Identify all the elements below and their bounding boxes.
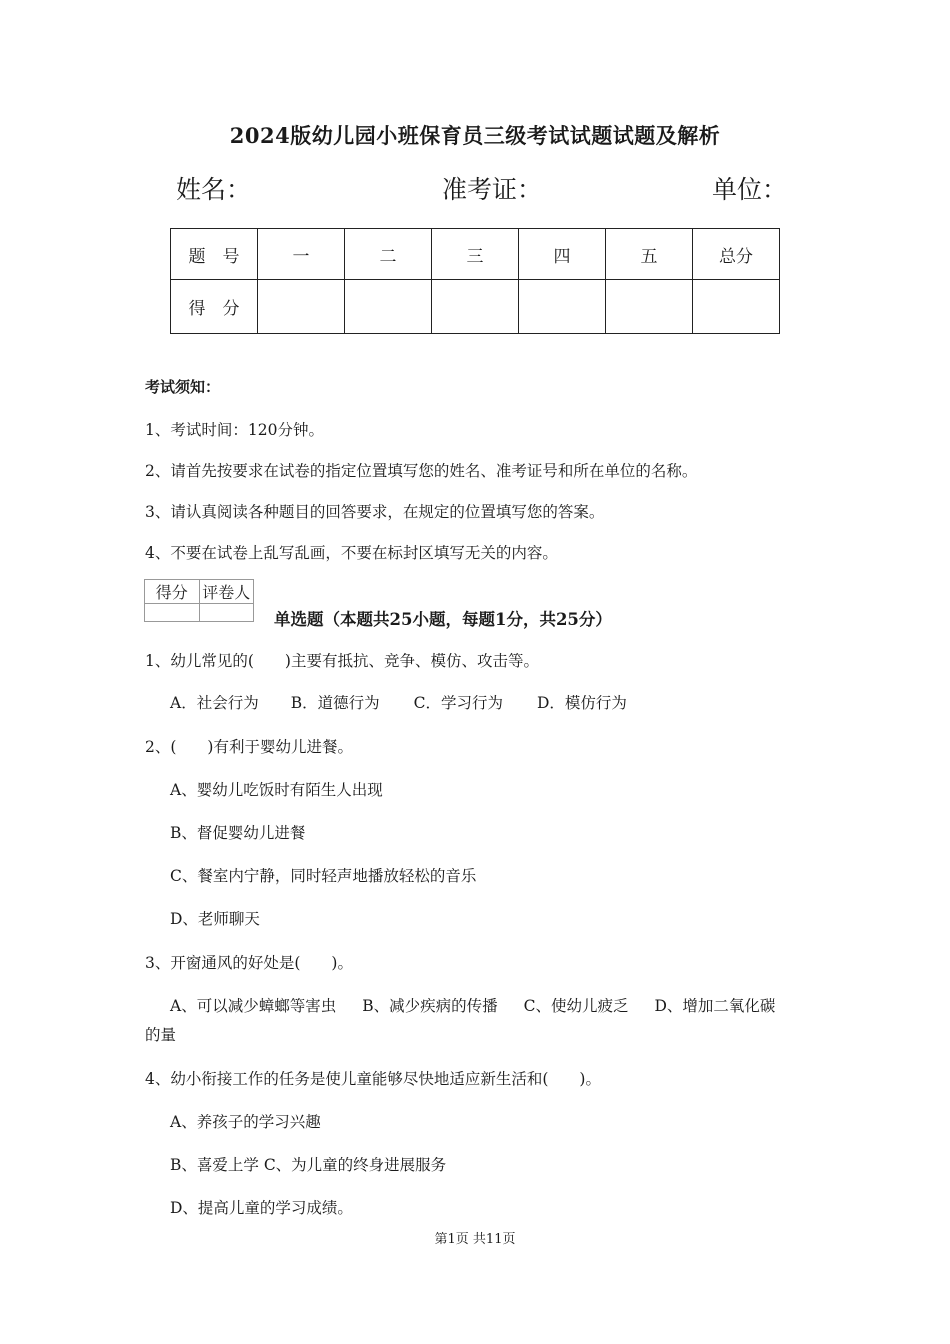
- score-row-label: 得 分: [171, 280, 258, 334]
- question-2-option-d[interactable]: D、老师聊天: [170, 910, 260, 928]
- grader-reviewer-cell[interactable]: [199, 604, 254, 622]
- score-header-total: 总分: [693, 229, 780, 280]
- score-cell-3[interactable]: [432, 280, 519, 334]
- question-4-option-d[interactable]: D、提高儿童的学习成绩。: [170, 1199, 353, 1217]
- section-title: 单选题（本题共25小题，每题1分，共25分）: [274, 610, 612, 629]
- question-3-option-a[interactable]: A、可以减少蟑螂等害虫: [170, 997, 337, 1015]
- grader-reviewer-label: 评卷人: [199, 580, 254, 604]
- question-4-option-a[interactable]: A、养孩子的学习兴趣: [170, 1113, 321, 1131]
- score-cell-2[interactable]: [345, 280, 432, 334]
- notice-item-4: 4、不要在试卷上乱写乱画，不要在标封区填写无关的内容。: [145, 544, 558, 562]
- question-2-option-b[interactable]: B、督促婴幼儿进餐: [170, 824, 306, 842]
- notice-heading: 考试须知：: [145, 378, 221, 396]
- score-cell-5[interactable]: [606, 280, 693, 334]
- notice-item-2: 2、请首先按要求在试卷的指定位置填写您的姓名、准考证号和所在单位的名称。: [145, 462, 698, 480]
- question-3-option-c[interactable]: C、使幼儿疲乏: [523, 997, 629, 1015]
- question-3-option-d[interactable]: D、增加二氧化碳: [654, 997, 776, 1015]
- score-header-3: 三: [432, 229, 519, 280]
- exam-id-field-label: 准考证：: [442, 175, 543, 204]
- score-cell-total[interactable]: [693, 280, 780, 334]
- name-field-label: 姓名：: [176, 175, 252, 204]
- question-4-stem: 4、幼小衔接工作的任务是使儿童能够尽快地适应新生活和( )。: [145, 1070, 601, 1088]
- question-3-option-d-wrap: 的量: [145, 1026, 177, 1044]
- score-table-score-row: [171, 280, 780, 334]
- question-1-option-b[interactable]: B．道德行为: [290, 694, 380, 712]
- question-3-options: [170, 994, 775, 1016]
- unit-field-label: 单位：: [712, 175, 788, 204]
- question-1-stem: 1、幼儿常见的( )主要有抵抗、竞争、模仿、攻击等。: [145, 652, 539, 670]
- score-cell-4[interactable]: [519, 280, 606, 334]
- grader-box: [144, 579, 254, 622]
- score-table: [170, 228, 780, 334]
- question-1-option-d[interactable]: D．模仿行为: [536, 694, 627, 712]
- question-2-option-a[interactable]: A、婴幼儿吃饭时有陌生人出现: [170, 781, 383, 799]
- question-3-stem: 3、开窗通风的好处是( )。: [145, 954, 353, 972]
- grader-score-cell[interactable]: [145, 604, 200, 622]
- question-4-option-b-c[interactable]: B、喜爱上学 C、为儿童的终身进展服务: [170, 1156, 447, 1174]
- question-1-options: [170, 691, 627, 713]
- question-3-option-b[interactable]: B、减少疾病的传播: [362, 997, 498, 1015]
- score-cell-1[interactable]: [258, 280, 345, 334]
- score-header-4: 四: [519, 229, 606, 280]
- question-2-stem: 2、( )有利于婴幼儿进餐。: [145, 738, 353, 756]
- score-header-1: 一: [258, 229, 345, 280]
- score-header-label: 题 号: [171, 229, 258, 280]
- question-1-option-c[interactable]: C．学习行为: [413, 694, 503, 712]
- grader-score-label: 得分: [145, 580, 200, 604]
- score-table-header-row: [171, 229, 780, 280]
- document-title: 2024版幼儿园小班保育员三级考试试题试题及解析: [229, 123, 721, 148]
- score-header-2: 二: [345, 229, 432, 280]
- notice-item-3: 3、请认真阅读各种题目的回答要求，在规定的位置填写您的答案。: [145, 503, 605, 521]
- question-2-option-c[interactable]: C、餐室内宁静，同时轻声地播放轻松的音乐: [170, 867, 477, 885]
- question-1-option-a[interactable]: A．社会行为: [170, 694, 259, 712]
- notice-item-1: 1、考试时间：120分钟。: [145, 421, 324, 439]
- score-header-5: 五: [606, 229, 693, 280]
- page-footer: 第1页 共11页: [434, 1232, 516, 1247]
